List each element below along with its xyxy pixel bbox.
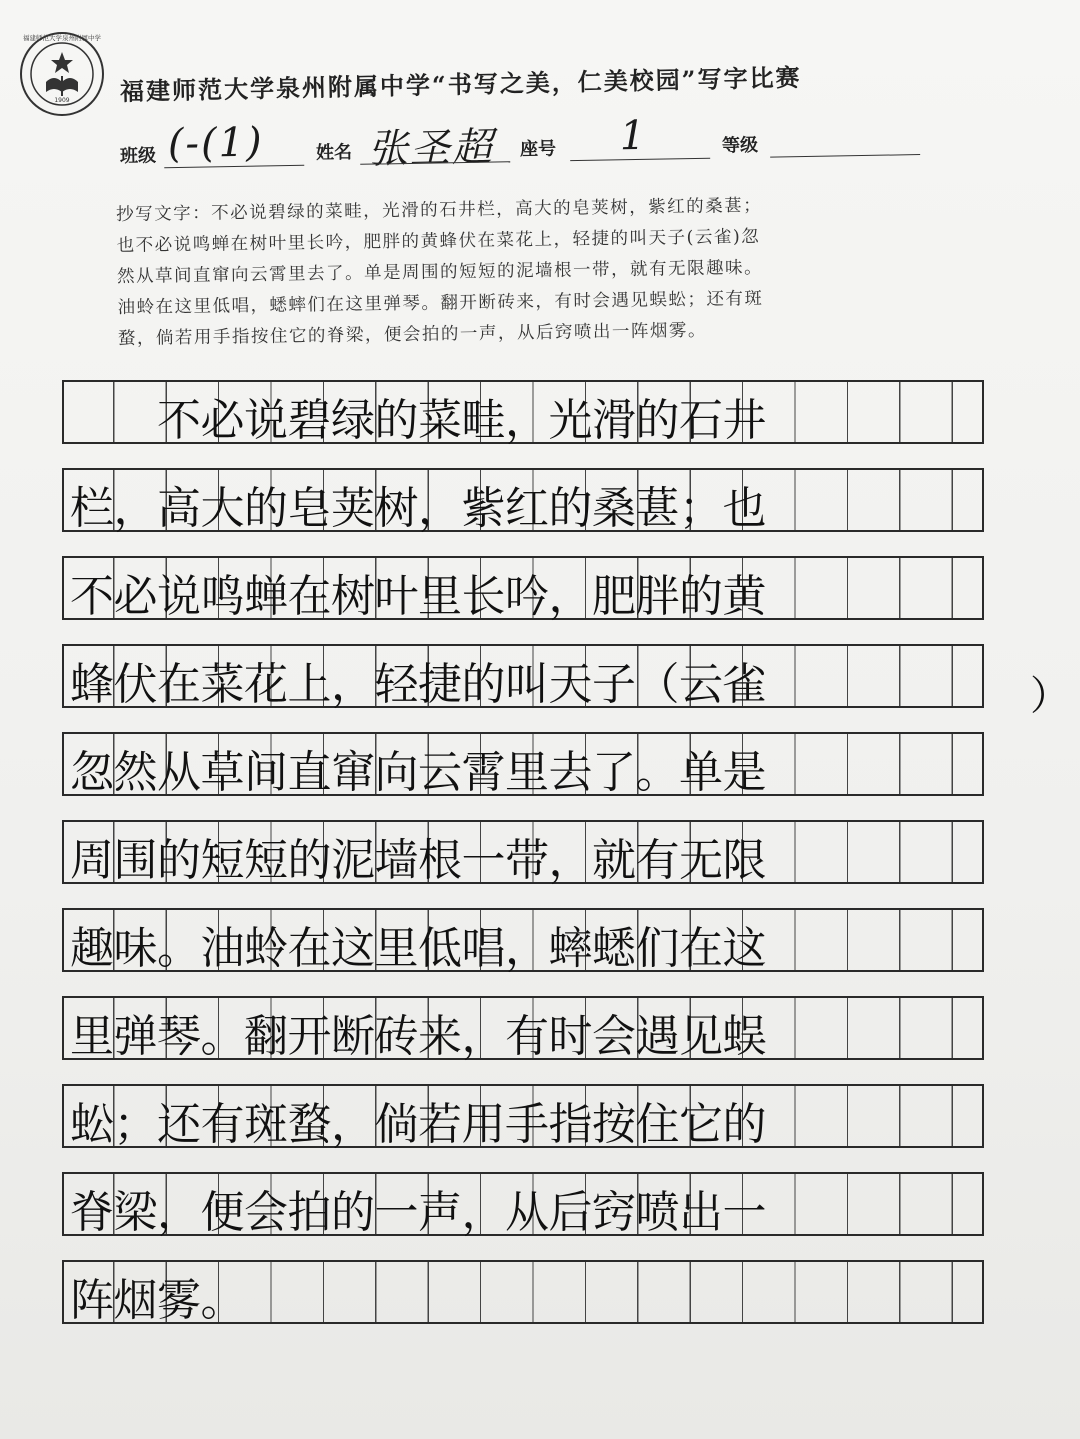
source-line: 也不必说鸣蝉在树叶里长吟，肥胖的黄蜂伏在菜花上，轻捷的叫天子(云雀)忽: [116, 227, 761, 256]
handwriting-line: 栏，高大的皂荚树，紫红的桑葚；也: [70, 483, 766, 534]
overflow-bracket: ）: [1030, 673, 1070, 719]
contest-title: 福建师范大学泉州附属中学“书写之美，仁美校园”写字比赛: [119, 62, 802, 106]
grade-underline: [770, 154, 920, 158]
seat-underline: [570, 158, 710, 161]
grid-row: [62, 556, 984, 620]
grid-row: [62, 644, 984, 708]
handwriting-line: 忽然从草间直窜向云霄里去了。单是: [70, 747, 766, 798]
grid-row: [62, 820, 984, 884]
student-info-row: [120, 114, 941, 178]
source-line: 然从草间直窜向云霄里去了。单是周围的短短的泥墙根一带，就有无限趣味。: [116, 257, 764, 287]
grid-row: [62, 380, 984, 444]
grade-label: 等级: [721, 134, 759, 157]
handwriting-line: 阵烟雾。: [70, 1275, 244, 1326]
grid-row: [62, 1172, 984, 1236]
source-line: 抄写文字：不必说碧绿的菜畦，光滑的石井栏，高大的皂荚树，紫红的桑葚；: [116, 195, 763, 225]
grid-row: [62, 1260, 984, 1324]
seat-value: 1: [619, 112, 648, 160]
handwriting-line: 里弹琴。翻开断砖来，有时会遇见蜈: [70, 1011, 766, 1062]
handwriting-line: 蜂伏在菜花上，轻捷的叫天子（云雀: [70, 659, 766, 710]
source-text: [116, 189, 928, 355]
source-line: 油蛉在这里低唱，蟋蟀们在这里弹琴。翻开断砖来，有时会遇见蜈蚣；还有斑: [117, 288, 764, 318]
handwriting-line: 不必说碧绿的菜畦，光滑的石井: [70, 395, 766, 446]
handwriting-line: 周围的短短的泥墙根一带，就有无限: [70, 835, 766, 886]
name-label: 姓名: [315, 141, 353, 164]
svg-text:1909: 1909: [54, 97, 70, 104]
school-logo-icon: [18, 30, 106, 118]
seat-label: 座号: [519, 138, 557, 161]
source-line: 蝥，倘若用手指按住它的脊梁，便会拍的一声，从后窍喷出一阵烟雾。: [117, 320, 708, 349]
grid-row: [62, 732, 984, 796]
grid-row: [62, 468, 984, 532]
class-value: (-(1): [167, 119, 265, 168]
grid-row: [62, 908, 984, 972]
handwriting-line: 蚣；还有斑蝥，倘若用手指按住它的: [70, 1099, 766, 1150]
grid-row: [62, 1084, 984, 1148]
handwriting-line: 趣味。油蛉在这里低唱，蟀蟋们在这: [70, 923, 766, 974]
writing-grid: [62, 380, 984, 1380]
grid-row: [62, 996, 984, 1060]
svg-text:福建师范大学泉州附属中学: 福建师范大学泉州附属中学: [23, 34, 101, 42]
handwriting-line: 脊梁，便会拍的一声，从后窍喷出一: [70, 1187, 766, 1238]
handwriting-line: 不必说鸣蝉在树叶里长吟，肥胖的黄: [70, 571, 766, 622]
class-label: 班级: [119, 145, 157, 167]
name-value: 张圣超: [367, 124, 495, 173]
